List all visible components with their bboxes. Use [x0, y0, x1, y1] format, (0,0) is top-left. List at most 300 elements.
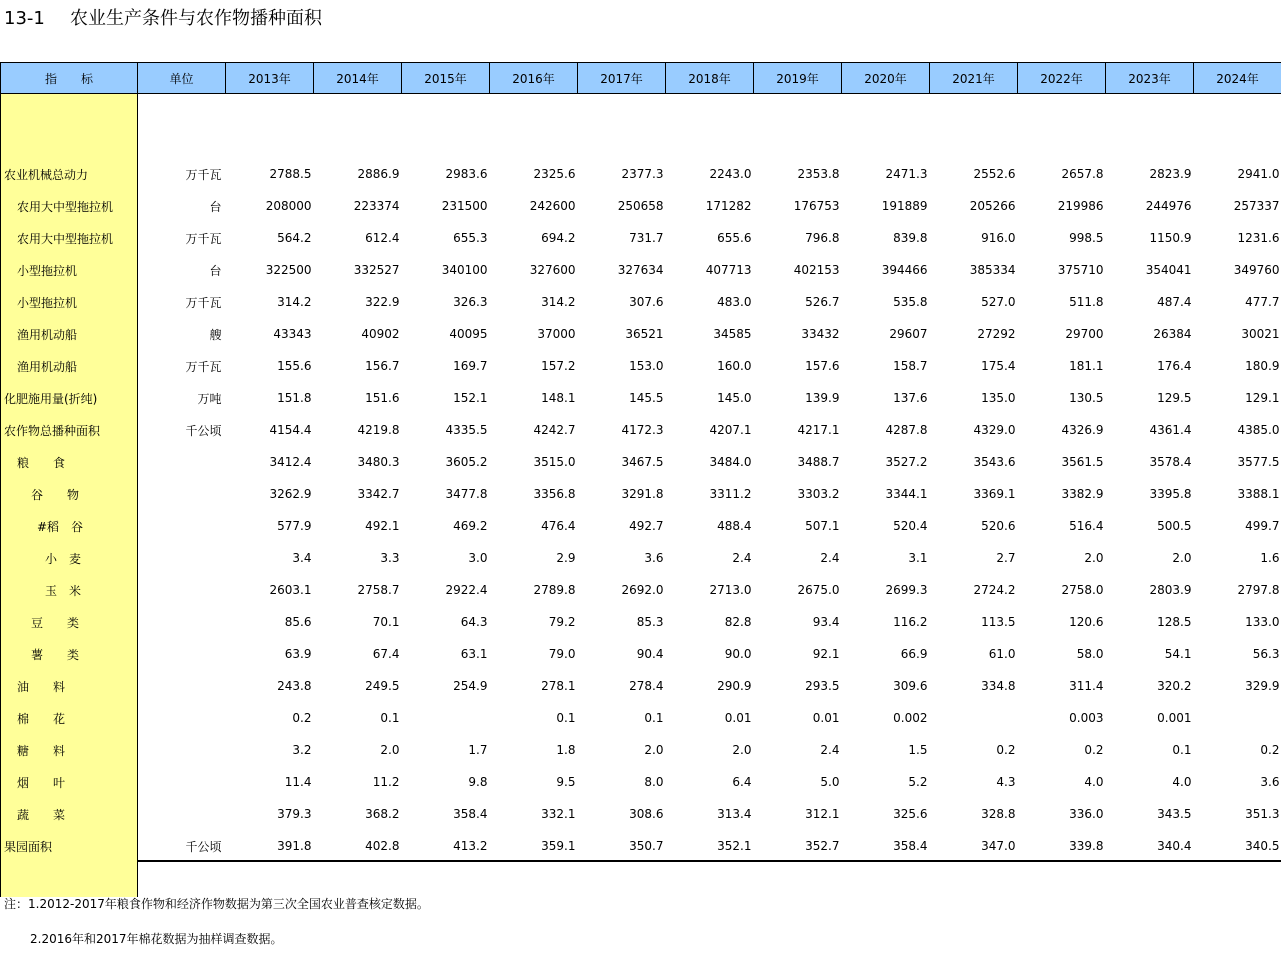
- row-value: 326.3: [453, 295, 488, 309]
- row-value: 4335.5: [445, 423, 488, 437]
- row-value: 191889: [881, 199, 928, 213]
- spacer-cell: [666, 126, 754, 158]
- row-value: 2983.6: [445, 167, 488, 181]
- row-value: 145.5: [629, 391, 664, 405]
- row-indicator: 蔬 菜: [1, 798, 138, 830]
- row-value: 358.4: [453, 807, 488, 821]
- row-indicator: 烟 叶: [1, 766, 138, 798]
- row-value: 655.3: [453, 231, 488, 245]
- row-value: 332527: [353, 263, 400, 277]
- row-value: 0.2: [292, 711, 312, 725]
- table-row: [1, 830, 1281, 862]
- row-value: 476.4: [541, 519, 576, 533]
- row-value: 3.4: [292, 551, 312, 565]
- spacer-cell: [842, 94, 930, 127]
- spacer-cell: [666, 94, 754, 127]
- row-value: 254.9: [453, 679, 488, 693]
- row-value: 4219.8: [357, 423, 400, 437]
- row-indicator: 糖 料: [1, 734, 138, 766]
- row-value: 314.2: [277, 295, 312, 309]
- row-value: 577.9: [277, 519, 312, 533]
- row-value: 278.4: [629, 679, 664, 693]
- row-value: 3488.7: [797, 455, 840, 469]
- row-indicator: 农作物总播种面积: [1, 414, 138, 446]
- header-year: 2013年: [226, 63, 314, 94]
- row-value: 208000: [265, 199, 312, 213]
- header-year: 2023年: [1106, 63, 1194, 94]
- spacer-cell: [1018, 94, 1106, 127]
- spacer-cell: [138, 126, 226, 158]
- row-value: 63.1: [460, 647, 488, 661]
- row-value: 2803.9: [1149, 583, 1192, 597]
- row-value: 488.4: [717, 519, 752, 533]
- row-value: 223374: [353, 199, 400, 213]
- row-value: 205266: [969, 199, 1016, 213]
- row-value: 3344.1: [885, 487, 928, 501]
- header-year: 2019年: [754, 63, 842, 94]
- row-value: 11.4: [284, 775, 312, 789]
- row-value: 477.7: [1245, 295, 1280, 309]
- row-unit: [138, 766, 226, 798]
- row-value: 340.4: [1157, 839, 1192, 853]
- spacer-name-cell: [1, 126, 138, 158]
- row-unit: 万千瓦: [185, 359, 222, 374]
- row-value: 4242.7: [533, 423, 576, 437]
- spacer-cell: [1018, 862, 1106, 897]
- row-value: 339.8: [1069, 839, 1104, 853]
- row-indicator: 农用大中型拖拉机: [1, 190, 138, 222]
- row-value: 5.2: [908, 775, 928, 789]
- row-value: 334.8: [981, 679, 1016, 693]
- spacer-cell: [1018, 126, 1106, 158]
- spacer-cell: [1106, 94, 1194, 127]
- row-value: 3.1: [908, 551, 928, 565]
- spacer-cell: [930, 862, 1018, 897]
- row-value: 352.7: [805, 839, 840, 853]
- row-value: 322500: [265, 263, 312, 277]
- note-2: 2.2016年和2017年棉花数据为抽样调查数据。: [30, 932, 283, 946]
- row-value: 11.2: [372, 775, 400, 789]
- row-value: 3388.1: [1237, 487, 1280, 501]
- row-value: 527.0: [981, 295, 1016, 309]
- row-value: 3467.5: [621, 455, 664, 469]
- spacer-cell: [578, 94, 666, 127]
- row-value: 151.6: [365, 391, 400, 405]
- row-value: 349760: [1233, 263, 1280, 277]
- row-value: 92.1: [812, 647, 840, 661]
- row-value: 612.4: [365, 231, 400, 245]
- row-value: 153.0: [629, 359, 664, 373]
- spacer-row: [1, 862, 1281, 897]
- row-value: 2.0: [644, 743, 664, 757]
- row-value: 4326.9: [1061, 423, 1104, 437]
- row-value: 1.7: [468, 743, 488, 757]
- data-table: [0, 62, 1281, 897]
- header-year: 2021年: [930, 63, 1018, 94]
- row-value: 3578.4: [1149, 455, 1192, 469]
- row-value: 148.1: [541, 391, 576, 405]
- row-value: 36521: [625, 327, 664, 341]
- row-value: 2657.8: [1061, 167, 1104, 181]
- row-value: 343.5: [1157, 807, 1192, 821]
- spacer-cell: [930, 94, 1018, 127]
- row-indicator: #稻 谷: [1, 510, 138, 542]
- row-value: 90.0: [724, 647, 752, 661]
- row-value: 0.2: [1260, 743, 1280, 757]
- row-value: 499.7: [1245, 519, 1280, 533]
- row-value: 9.5: [556, 775, 576, 789]
- data-table-container: [0, 62, 1281, 862]
- spacer-cell: [138, 862, 226, 897]
- row-value: 413.2: [453, 839, 488, 853]
- row-value: 244976: [1145, 199, 1192, 213]
- row-value: 307.6: [629, 295, 664, 309]
- header-indicator: 指 标: [1, 63, 138, 94]
- row-value: 219986: [1057, 199, 1104, 213]
- row-value: 58.0: [1076, 647, 1104, 661]
- row-value: 2713.0: [709, 583, 752, 597]
- table-row: [1, 158, 1281, 190]
- table-row: [1, 574, 1281, 606]
- row-value: 4361.4: [1149, 423, 1192, 437]
- row-value: 176.4: [1157, 359, 1192, 373]
- row-value: 3.0: [468, 551, 488, 565]
- row-value: 4217.1: [797, 423, 840, 437]
- spacer-cell: [402, 862, 490, 897]
- spacer-cell: [226, 94, 314, 127]
- row-value: 2.0: [380, 743, 400, 757]
- row-value: 152.1: [453, 391, 488, 405]
- row-value: 520.6: [981, 519, 1016, 533]
- row-value: 0.1: [1172, 743, 1192, 757]
- table-row: [1, 318, 1281, 350]
- row-value: 2.0: [1172, 551, 1192, 565]
- row-indicator: 棉 花: [1, 702, 138, 734]
- row-value: 320.2: [1157, 679, 1192, 693]
- row-value: 2758.7: [357, 583, 400, 597]
- header-row: [1, 63, 1281, 94]
- spacer-cell: [138, 94, 226, 127]
- row-value: 43343: [273, 327, 312, 341]
- row-value: 0.1: [380, 711, 400, 725]
- header-unit: 单位: [138, 63, 226, 94]
- header-year: 2022年: [1018, 63, 1106, 94]
- row-value: 312.1: [805, 807, 840, 821]
- spacer-cell: [578, 862, 666, 897]
- spacer-cell: [490, 126, 578, 158]
- row-value: 487.4: [1157, 295, 1192, 309]
- row-value: 327634: [617, 263, 664, 277]
- row-value: 655.6: [717, 231, 752, 245]
- spacer-cell: [754, 126, 842, 158]
- row-value: 2724.2: [973, 583, 1016, 597]
- row-value: 694.2: [541, 231, 576, 245]
- row-value: 492.1: [365, 519, 400, 533]
- row-value: 2.4: [732, 551, 752, 565]
- row-value: 3605.2: [445, 455, 488, 469]
- row-value: 2941.0: [1237, 167, 1280, 181]
- spacer-cell: [226, 862, 314, 897]
- spacer-cell: [1194, 94, 1281, 127]
- row-value: 336.0: [1069, 807, 1104, 821]
- row-unit: [138, 798, 226, 830]
- row-value: 155.6: [277, 359, 312, 373]
- row-indicator: 渔用机动船: [1, 318, 138, 350]
- spacer-row: [1, 94, 1281, 127]
- row-value: 3382.9: [1061, 487, 1104, 501]
- table-row: [1, 414, 1281, 446]
- row-value: 731.7: [629, 231, 664, 245]
- row-indicator: 油 料: [1, 670, 138, 702]
- row-value: 2603.1: [269, 583, 312, 597]
- row-value: 1150.9: [1149, 231, 1192, 245]
- row-value: 4.0: [1084, 775, 1104, 789]
- table-body: [1, 94, 1281, 898]
- table-row: [1, 638, 1281, 670]
- row-value: 328.8: [981, 807, 1016, 821]
- row-value: 313.4: [717, 807, 752, 821]
- row-value: 29700: [1065, 327, 1104, 341]
- header-year: 2018年: [666, 63, 754, 94]
- row-value: 27292: [977, 327, 1016, 341]
- row-value: 526.7: [805, 295, 840, 309]
- row-value: 402153: [793, 263, 840, 277]
- row-value: [1194, 702, 1281, 734]
- spacer-cell: [314, 862, 402, 897]
- row-value: 492.7: [629, 519, 664, 533]
- row-value: 70.1: [372, 615, 400, 629]
- spacer-cell: [1194, 862, 1281, 897]
- row-value: 391.8: [277, 839, 312, 853]
- row-value: 520.4: [893, 519, 928, 533]
- row-value: 278.1: [541, 679, 576, 693]
- row-value: 329.9: [1245, 679, 1280, 693]
- row-value: 4287.8: [885, 423, 928, 437]
- row-value: 407713: [705, 263, 752, 277]
- table-row: [1, 382, 1281, 414]
- row-unit: [138, 734, 226, 766]
- row-value: 0.2: [1084, 743, 1104, 757]
- row-value: 0.1: [644, 711, 664, 725]
- row-unit: 台: [209, 263, 222, 278]
- row-value: 79.0: [548, 647, 576, 661]
- row-value: 3311.2: [709, 487, 752, 501]
- spacer-cell: [490, 862, 578, 897]
- table-row: [1, 286, 1281, 318]
- spacer-cell: [1106, 126, 1194, 158]
- row-unit: [138, 478, 226, 510]
- row-value: 4207.1: [709, 423, 752, 437]
- row-value: 3395.8: [1149, 487, 1192, 501]
- row-value: 3291.8: [621, 487, 664, 501]
- table-row: [1, 542, 1281, 574]
- row-value: 394466: [881, 263, 928, 277]
- header-year: 2014年: [314, 63, 402, 94]
- row-value: 4172.3: [621, 423, 664, 437]
- row-value: 535.8: [893, 295, 928, 309]
- row-value: 0.002: [893, 711, 928, 725]
- row-value: 120.6: [1069, 615, 1104, 629]
- table-row: [1, 766, 1281, 798]
- row-value: 34585: [713, 327, 752, 341]
- row-value: 290.9: [717, 679, 752, 693]
- row-unit: [138, 542, 226, 574]
- row-value: 2.0: [732, 743, 752, 757]
- row-unit: [138, 446, 226, 478]
- row-value: 325.6: [893, 807, 928, 821]
- table-row: [1, 478, 1281, 510]
- row-value: 231500: [441, 199, 488, 213]
- row-value: 158.7: [893, 359, 928, 373]
- row-unit: [138, 670, 226, 702]
- row-value: 180.9: [1245, 359, 1280, 373]
- row-unit: 千公顷: [185, 839, 222, 854]
- row-indicator: 农业机械总动力: [1, 158, 138, 190]
- row-value: 40902: [361, 327, 400, 341]
- spacer-cell: [842, 126, 930, 158]
- row-value: 564.2: [277, 231, 312, 245]
- row-value: 2788.5: [269, 167, 312, 181]
- row-value: 3369.1: [973, 487, 1016, 501]
- spacer-cell: [314, 126, 402, 158]
- table-row: [1, 670, 1281, 702]
- row-value: 379.3: [277, 807, 312, 821]
- row-value: 839.8: [893, 231, 928, 245]
- header-year: 2016年: [490, 63, 578, 94]
- header-year: 2024年: [1194, 63, 1281, 94]
- row-value: 0.01: [812, 711, 840, 725]
- row-value: 998.5: [1069, 231, 1104, 245]
- spacer-cell: [666, 862, 754, 897]
- row-value: 3515.0: [533, 455, 576, 469]
- row-indicator: 谷 物: [1, 478, 138, 510]
- row-value: 469.2: [453, 519, 488, 533]
- row-value: 1231.6: [1237, 231, 1280, 245]
- spacer-cell: [1194, 126, 1281, 158]
- header-year: 2017年: [578, 63, 666, 94]
- row-value: 0.001: [1157, 711, 1192, 725]
- spacer-cell: [490, 94, 578, 127]
- row-value: 250658: [617, 199, 664, 213]
- row-value: 2325.6: [533, 167, 576, 181]
- row-value: 3412.4: [269, 455, 312, 469]
- row-value: 0.2: [996, 743, 1016, 757]
- row-unit: [138, 702, 226, 734]
- header-year: 2015年: [402, 63, 490, 94]
- row-value: 4.0: [1172, 775, 1192, 789]
- table-row: [1, 446, 1281, 478]
- row-indicator: 豆 类: [1, 606, 138, 638]
- row-unit: 万千瓦: [185, 167, 222, 182]
- row-value: [930, 702, 1018, 734]
- row-value: 2243.0: [709, 167, 752, 181]
- row-value: 916.0: [981, 231, 1016, 245]
- row-value: 359.1: [541, 839, 576, 853]
- row-value: 4329.0: [973, 423, 1016, 437]
- row-indicator: 果园面积: [1, 830, 138, 862]
- row-value: 175.4: [981, 359, 1016, 373]
- row-value: 128.5: [1157, 615, 1192, 629]
- row-value: 1.6: [1260, 551, 1280, 565]
- row-value: 358.4: [893, 839, 928, 853]
- row-value: 93.4: [812, 615, 840, 629]
- row-value: 322.9: [365, 295, 400, 309]
- row-value: 151.8: [277, 391, 312, 405]
- row-value: 3543.6: [973, 455, 1016, 469]
- row-value: 2552.6: [973, 167, 1016, 181]
- row-value: 3484.0: [709, 455, 752, 469]
- row-value: 0.1: [556, 711, 576, 725]
- row-value: 3356.8: [533, 487, 576, 501]
- row-value: 4385.0: [1237, 423, 1280, 437]
- spacer-cell: [402, 126, 490, 158]
- spacer-cell: [226, 126, 314, 158]
- row-value: 3.6: [644, 551, 664, 565]
- row-value: 352.1: [717, 839, 752, 853]
- row-value: 82.8: [724, 615, 752, 629]
- row-value: 327600: [529, 263, 576, 277]
- row-indicator: 渔用机动船: [1, 350, 138, 382]
- row-value: 171282: [705, 199, 752, 213]
- row-value: 332.1: [541, 807, 576, 821]
- row-value: 3303.2: [797, 487, 840, 501]
- row-value: 145.0: [717, 391, 752, 405]
- row-value: 507.1: [805, 519, 840, 533]
- row-value: 2353.8: [797, 167, 840, 181]
- spacer-name-cell: [1, 862, 138, 897]
- row-value: 176753: [793, 199, 840, 213]
- row-value: 249.5: [365, 679, 400, 693]
- row-value: 40095: [449, 327, 488, 341]
- row-value: 63.9: [284, 647, 312, 661]
- row-value: 2.7: [996, 551, 1016, 565]
- row-value: 340.5: [1245, 839, 1280, 853]
- row-indicator: 粮 食: [1, 446, 138, 478]
- table-row: [1, 702, 1281, 734]
- row-value: 85.3: [636, 615, 664, 629]
- row-value: 3342.7: [357, 487, 400, 501]
- row-value: 113.5: [981, 615, 1016, 629]
- row-indicator: 农用大中型拖拉机: [1, 222, 138, 254]
- row-value: 56.3: [1252, 647, 1280, 661]
- row-value: 2.9: [556, 551, 576, 565]
- spacer-cell: [754, 862, 842, 897]
- row-value: 156.7: [365, 359, 400, 373]
- row-value: 66.9: [900, 647, 928, 661]
- spacer-cell: [1106, 862, 1194, 897]
- row-value: 129.5: [1157, 391, 1192, 405]
- table-row: [1, 190, 1281, 222]
- row-value: 2922.4: [445, 583, 488, 597]
- row-value: 242600: [529, 199, 576, 213]
- row-value: 2.4: [820, 743, 840, 757]
- table-row: [1, 510, 1281, 542]
- row-value: 61.0: [988, 647, 1016, 661]
- spacer-name-cell: [1, 94, 138, 127]
- row-value: 314.2: [541, 295, 576, 309]
- row-value: 483.0: [717, 295, 752, 309]
- row-value: 116.2: [893, 615, 928, 629]
- row-value: 129.1: [1245, 391, 1280, 405]
- table-row: [1, 254, 1281, 286]
- row-value: 340100: [441, 263, 488, 277]
- row-value: [402, 702, 490, 734]
- row-value: 293.5: [805, 679, 840, 693]
- row-value: 1.5: [908, 743, 928, 757]
- row-value: 2823.9: [1149, 167, 1192, 181]
- spacer-cell: [578, 126, 666, 158]
- row-value: 157.2: [541, 359, 576, 373]
